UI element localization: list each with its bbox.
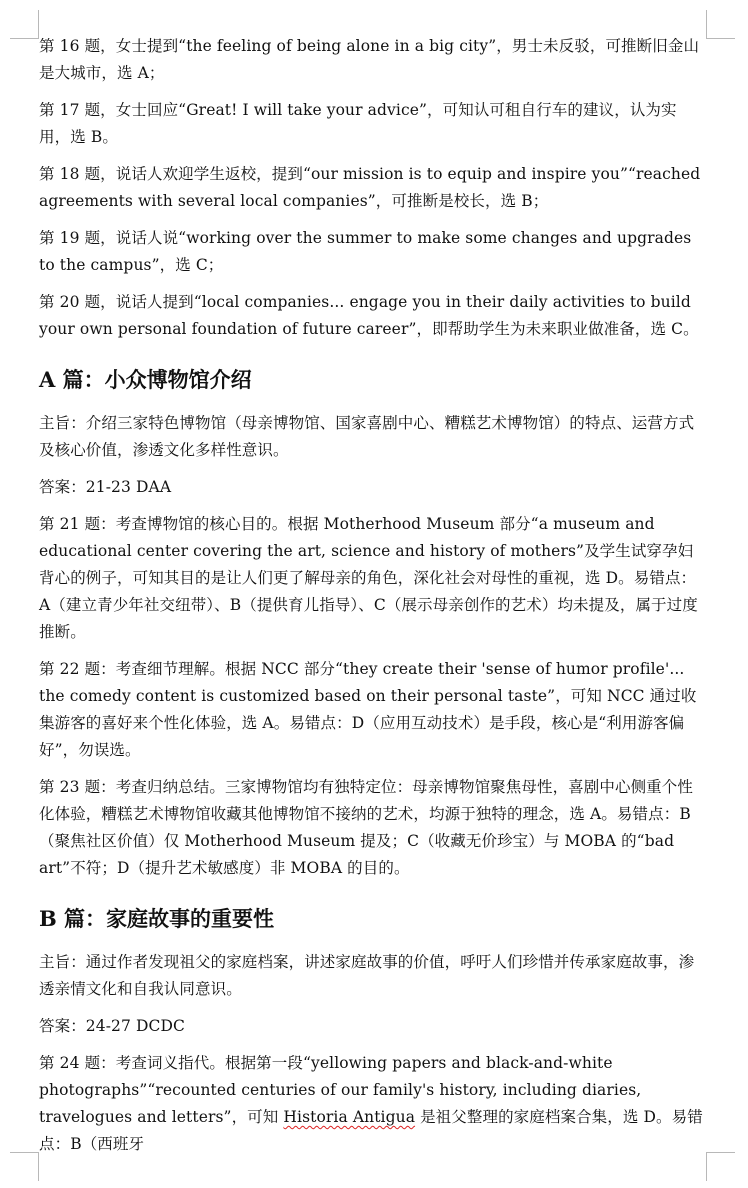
section-a-heading: A 篇：小众博物馆介绍 [39, 367, 252, 392]
paragraph-q17: 第 17 题，女士回应“Great! I will take your advice”，可知认可租自行车的建议，认为实用，选 B。 [39, 101, 677, 146]
crop-mark-bottom-left [10, 1152, 39, 1181]
section-b-theme: 主旨：通过作者发现祖父的家庭档案，讲述家庭故事的价值，呼吁人们珍惜并传承家庭故事，渗透亲情文化和自我认同意识。 [39, 953, 695, 998]
paragraph-q23: 第 23 题：考查归纳总结。三家博物馆均有独特定位：母亲博物馆聚焦母性，喜剧中心侧重个性化体验，糟糕艺术博物馆收藏其他博物馆不接纳的艺术，均源于独特的理念，选 A。易错点：B（聚焦社区价值）仅 Motherhood Museum 提及；C（收藏无价珍宝）与 MOBA 的“bad art”不符；D（提升艺术敏感度）非 MOBA 的目的。 [39, 778, 693, 877]
paragraph-q20: 第 20 题，说话人提到“local companies... engage you in their daily activities to build your own personal foundation of future career”，即帮助学生为未来职业做准备，选 C。 [39, 293, 699, 338]
document-body [39, 33, 707, 1168]
paragraph-q16: 第 16 题，女士提到“the feeling of being alone in a big city”，男士未反驳，可推断旧金山是大城市，选 A； [39, 37, 700, 82]
paragraph-q22: 第 22 题：考查细节理解。根据 NCC 部分“they create their 'sense of humor profile'... the comedy content is customized based on their personal taste”，可知 NCC 通过收集游客的喜好来个性化体验，选 A。易错点：D（应用互动技术）是手段，核心是“利用游客偏好”，勿误选。 [39, 660, 697, 759]
crop-mark-top-right [706, 10, 735, 39]
spellcheck-flagged-term: Historia Antigua [283, 1108, 416, 1126]
paragraph-q19: 第 19 题，说话人说“working over the summer to make some changes and upgrades to the campus”，选 C； [39, 229, 692, 274]
section-b-answer: 答案：24-27 DCDC [39, 1017, 185, 1035]
section-a-theme: 主旨：介绍三家特色博物馆（母亲博物馆、国家喜剧中心、糟糕艺术博物馆）的特点、运营方式及核心价值，渗透文化多样性意识。 [39, 414, 695, 459]
paragraph-q24 [39, 1050, 707, 1158]
crop-mark-bottom-right [706, 1152, 735, 1181]
q24-text-before: 第 24 题：考查词义指代。根据第一段“yellowing papers and black-and-white photographs”“recounted centuries of our family's history, including diaries, travelogues and letters”，可知 [39, 1054, 642, 1126]
crop-mark-top-left [10, 10, 39, 39]
section-a-answer: 答案：21-23 DAA [39, 478, 172, 496]
section-b-heading: B 篇：家庭故事的重要性 [39, 906, 275, 931]
q24-text-after: 是祖父整理的家庭档案合集，选 D。易错点：B（西班牙 [39, 1108, 703, 1153]
paragraph-q18: 第 18 题，说话人欢迎学生返校，提到“our mission is to equip and inspire you”“reached agreements with several local companies”，可推断是校长，选 B； [39, 165, 701, 210]
paragraph-q21: 第 21 题：考查博物馆的核心目的。根据 Motherhood Museum 部分“a museum and educational center covering the art, science and history of mothers”及学生试穿孕妇背心的例子，可知其目的是让人们更了解母亲的角色，深化社会对母性的重视，选 D。易错点：A（建立青少年社交纽带）、B（提供育儿指导）、C（展示母亲创作的艺术）均未提及，属于过度推断。 [39, 515, 698, 641]
